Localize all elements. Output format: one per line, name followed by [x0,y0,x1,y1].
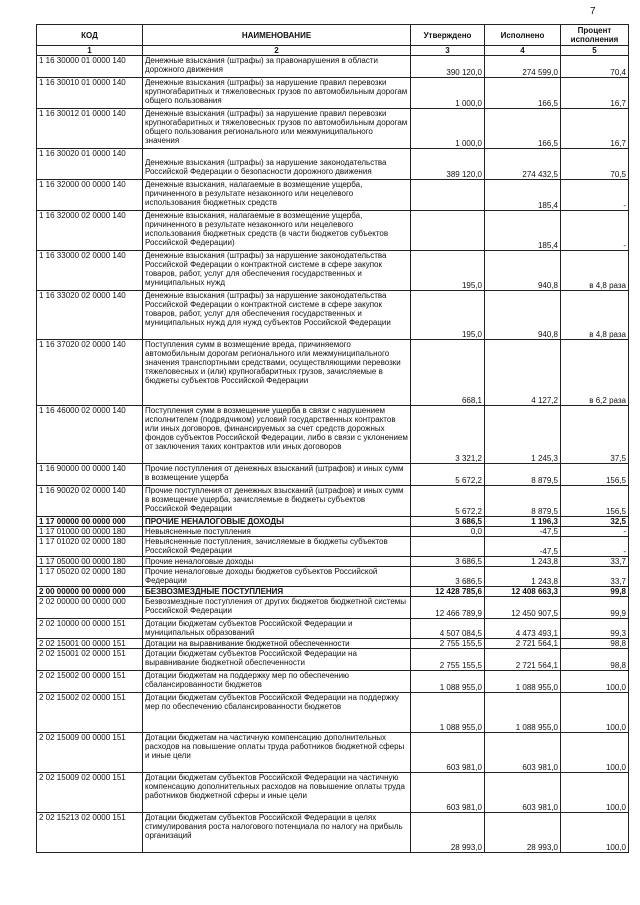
row-name: Денежные взыскания, налагаемые в возмещение ущерба, причиненного в результате незаконного или нецелевого использования бюджетных средств [143,180,411,211]
column-number: 5 [561,46,629,56]
row-executed: 28 993,0 [485,813,561,853]
row-executed: 185,4 [485,180,561,211]
row-percent: - [561,527,629,537]
row-executed: 1 243,8 [485,567,561,587]
table-row [37,557,629,567]
table-row [37,486,629,517]
table-row [37,149,629,180]
row-name: Денежные взыскания (штрафы) за нарушение законодательства Российской Федерации о безопасности дорожного движения [143,149,411,180]
row-approved: 3 321,2 [411,406,485,464]
table-row [37,773,629,813]
row-percent: 100,0 [561,773,629,813]
table-row [37,517,629,527]
table-row [37,649,629,671]
row-name: Дотации на выравнивание бюджетной обеспеченности [143,639,411,649]
row-executed: 1 245,3 [485,406,561,464]
table-row [37,406,629,464]
row-executed: 274 432,5 [485,149,561,180]
table-row [37,109,629,149]
row-percent: 99,8 [561,587,629,597]
row-approved: 0,0 [411,527,485,537]
table-row [37,693,629,733]
row-name: Дотации бюджетам на поддержку мер по обеспечению сбалансированности бюджетов [143,671,411,693]
row-name: Прочие поступления от денежных взысканий (штрафов) и иных сумм в возмещение ущерба [143,464,411,486]
row-executed: 1 088 955,0 [485,671,561,693]
row-executed: -47,5 [485,527,561,537]
row-percent: 156,5 [561,464,629,486]
table-body [37,56,629,853]
row-executed: 603 981,0 [485,773,561,813]
row-code: 1 16 33000 02 0000 140 [37,251,143,291]
row-approved: 603 981,0 [411,733,485,773]
row-percent: 16,7 [561,78,629,109]
row-executed: 274 599,0 [485,56,561,78]
row-executed: 2 721 564,1 [485,649,561,671]
row-code: 2 02 15001 02 0000 151 [37,649,143,671]
row-name: Дотации бюджетам субъектов Российской Федерации и муниципальных образований [143,619,411,639]
row-name: Денежные взыскания (штрафы) за нарушение правил перевозки крупногабаритных и тяжеловесных грузов по автомобильным дорогам общего пользования регионального или межмуниципального значения [143,109,411,149]
row-name: Дотации бюджетам субъектов Российской Федерации на частичную компенсацию дополнительных расходов на повышение оплаты труда работников бюджетной сферы и иные цели [143,773,411,813]
row-approved: 1 000,0 [411,109,485,149]
row-percent: 98,8 [561,649,629,671]
row-approved: 389 120,0 [411,149,485,180]
row-percent: 98,8 [561,639,629,649]
row-executed: 8 879,5 [485,464,561,486]
row-executed: 166,5 [485,109,561,149]
row-percent: 99,3 [561,619,629,639]
row-approved: 195,0 [411,251,485,291]
row-percent: 33,7 [561,567,629,587]
row-percent: - [561,211,629,251]
column-number: 2 [143,46,411,56]
table-row [37,537,629,557]
table-row [37,671,629,693]
row-name: Денежные взыскания (штрафы) за нарушение правил перевозки крупногабаритных и тяжеловесных грузов по автомобильным дорогам общего пользования [143,78,411,109]
row-approved: 1 088 955,0 [411,671,485,693]
row-approved: 1 088 955,0 [411,693,485,733]
table-row [37,464,629,486]
header-name: НАИМЕНОВАНИЕ [143,25,411,46]
row-code: 2 02 15002 02 0000 151 [37,693,143,733]
row-name: Денежные взыскания, налагаемые в возмещение ущерба, причиненного в результате незаконного или нецелевого использования бюджетных средств (в части бюджетов субъектов Российской Федерации) [143,211,411,251]
row-percent: 70,4 [561,56,629,78]
revenue-table [36,24,629,853]
table-row [37,639,629,649]
row-percent: - [561,180,629,211]
row-code: 2 02 15002 00 0000 151 [37,671,143,693]
row-code: 1 16 30012 01 0000 140 [37,109,143,149]
row-code: 2 02 10000 00 0000 151 [37,619,143,639]
table-row [37,211,629,251]
row-executed: 12 408 663,3 [485,587,561,597]
row-code: 1 17 05020 02 0000 180 [37,567,143,587]
row-code: 1 17 00000 00 0000 000 [37,517,143,527]
table-row [37,567,629,587]
row-executed: 185,4 [485,211,561,251]
row-code: 2 02 15009 00 0000 151 [37,733,143,773]
row-code: 1 17 01020 02 0000 180 [37,537,143,557]
row-name: Дотации бюджетам субъектов Российской Федерации в целях стимулирования роста налогового потенциала по налогу на прибыль организаций [143,813,411,853]
row-executed: 4 127,2 [485,340,561,406]
column-number: 3 [411,46,485,56]
row-percent: 156,5 [561,486,629,517]
row-approved: 2 755 155,5 [411,639,485,649]
row-percent: 16,7 [561,109,629,149]
row-name: Дотации бюджетам субъектов Российской Федерации на выравнивание бюджетной обеспеченности [143,649,411,671]
row-percent: в 4,8 раза [561,251,629,291]
row-code: 2 02 15009 02 0000 151 [37,773,143,813]
page-number: 7 [590,6,596,17]
row-approved: 1 000,0 [411,78,485,109]
row-code: 1 17 05000 00 0000 180 [37,557,143,567]
table-row [37,587,629,597]
row-name: Безвозмездные поступления от других бюджетов бюджетной системы Российской Федерации [143,597,411,619]
row-name: ПРОЧИЕ НЕНАЛОГОВЫЕ ДОХОДЫ [143,517,411,527]
row-percent: 100,0 [561,671,629,693]
table-row [37,619,629,639]
row-executed: 166,5 [485,78,561,109]
table-row [37,291,629,340]
row-name: Невыясненные поступления, зачисляемые в бюджеты субъектов Российской Федерации [143,537,411,557]
row-code: 1 16 33020 02 0000 140 [37,291,143,340]
row-approved: 3 686,5 [411,557,485,567]
row-approved: 3 686,5 [411,517,485,527]
row-code: 1 16 90000 00 0000 140 [37,464,143,486]
table-row [37,180,629,211]
row-approved [411,180,485,211]
row-approved: 3 686,5 [411,567,485,587]
row-code: 1 16 90020 02 0000 140 [37,486,143,517]
row-percent: 32,5 [561,517,629,527]
header-executed: Исполнено [485,25,561,46]
row-percent: 100,0 [561,733,629,773]
row-executed: 2 721 564,1 [485,639,561,649]
row-executed: 603 981,0 [485,733,561,773]
row-code: 2 02 15213 02 0000 151 [37,813,143,853]
row-approved: 12 466 789,9 [411,597,485,619]
row-code: 1 16 30000 01 0000 140 [37,56,143,78]
row-name: Невыясненные поступления [143,527,411,537]
row-code: 2 00 00000 00 0000 000 [37,587,143,597]
row-approved: 2 755 155,5 [411,649,485,671]
row-name: Поступления сумм в возмещение вреда, причиняемого автомобильным дорогам регионального или межмуниципального значения транспортными средствами, осуществляющими перевозки тяжеловесных и (или) крупногабаритных грузов, зачисляемые в бюджеты субъектов Российской Федерации [143,340,411,406]
row-name: Денежные взыскания (штрафы) за правонарушения в области дорожного движения [143,56,411,78]
table-row [37,597,629,619]
row-approved: 4 507 084,5 [411,619,485,639]
column-number: 1 [37,46,143,56]
row-name: Прочие поступления от денежных взысканий (штрафов) и иных сумм в возмещение ущерба, зачисляемые в бюджеты субъектов Российской Федерации [143,486,411,517]
row-percent: в 4,8 раза [561,291,629,340]
row-approved: 5 672,2 [411,464,485,486]
row-executed: 1 088 955,0 [485,693,561,733]
row-code: 1 16 30020 01 0000 140 [37,149,143,180]
table-row [37,78,629,109]
row-approved: 668,1 [411,340,485,406]
row-name: Прочие неналоговые доходы [143,557,411,567]
row-approved [411,211,485,251]
row-approved: 5 672,2 [411,486,485,517]
row-percent: 99,9 [561,597,629,619]
table-row [37,527,629,537]
row-percent: - [561,537,629,557]
row-approved: 390 120,0 [411,56,485,78]
table-row [37,340,629,406]
row-name: БЕЗВОЗМЕЗДНЫЕ ПОСТУПЛЕНИЯ [143,587,411,597]
row-percent: в 6,2 раза [561,340,629,406]
row-name: Прочие неналоговые доходы бюджетов субъектов Российской Федерации [143,567,411,587]
header-approved: Утверждено [411,25,485,46]
table-row [37,733,629,773]
row-name: Поступления сумм в возмещение ущерба в связи с нарушением исполнителем (подрядчиком) условий государственных контрактов или иных договоров, финансируемых за счет средств дорожных фондов субъектов Российской Федерации, либо в связи с уклонением от заключения таких контрактов или иных договоров [143,406,411,464]
row-executed: 8 879,5 [485,486,561,517]
row-percent: 33,7 [561,557,629,567]
header-row [37,25,629,46]
row-approved: 603 981,0 [411,773,485,813]
row-code: 1 16 30010 01 0000 140 [37,78,143,109]
row-code: 1 16 46000 02 0000 140 [37,406,143,464]
row-name: Денежные взыскания (штрафы) за нарушение законодательства Российской Федерации о контрактной системе в сфере закупок товаров, работ, услуг для обеспечения государственных и муниципальных нужд [143,251,411,291]
row-executed: 4 473 493,1 [485,619,561,639]
row-executed: 940,8 [485,291,561,340]
row-code: 1 16 32000 00 0000 140 [37,180,143,211]
table-row [37,813,629,853]
header-code: КОД [37,25,143,46]
row-name: Дотации бюджетам на частичную компенсацию дополнительных расходов на повышение оплаты труда работников бюджетной сферы и иные цели [143,733,411,773]
row-approved [411,537,485,557]
row-executed: 1 196,3 [485,517,561,527]
row-approved: 12 428 785,6 [411,587,485,597]
row-code: 2 02 15001 00 0000 151 [37,639,143,649]
row-executed: -47,5 [485,537,561,557]
row-code: 1 16 37020 02 0000 140 [37,340,143,406]
column-number: 4 [485,46,561,56]
row-percent: 100,0 [561,813,629,853]
row-code: 1 16 32000 02 0000 140 [37,211,143,251]
row-executed: 940,8 [485,251,561,291]
row-approved: 195,0 [411,291,485,340]
row-percent: 70,5 [561,149,629,180]
row-percent: 37,5 [561,406,629,464]
column-number-row [37,46,629,56]
row-name: Денежные взыскания (штрафы) за нарушение законодательства Российской Федерации о контрактной системе в сфере закупок товаров, работ, услуг для обеспечения государственных и муниципальных нужд для нужд субъектов Российской Федерации [143,291,411,340]
row-code: 2 02 00000 00 0000 000 [37,597,143,619]
row-name: Дотации бюджетам субъектов Российской Федерации на поддержку мер по обеспечению сбалансированности бюджетов [143,693,411,733]
row-code: 1 17 01000 00 0000 180 [37,527,143,537]
table-row [37,56,629,78]
row-executed: 1 243,8 [485,557,561,567]
row-percent: 100,0 [561,693,629,733]
row-approved: 28 993,0 [411,813,485,853]
table-row [37,251,629,291]
header-percent: Процент исполнения [561,25,629,46]
row-executed: 12 450 907,5 [485,597,561,619]
